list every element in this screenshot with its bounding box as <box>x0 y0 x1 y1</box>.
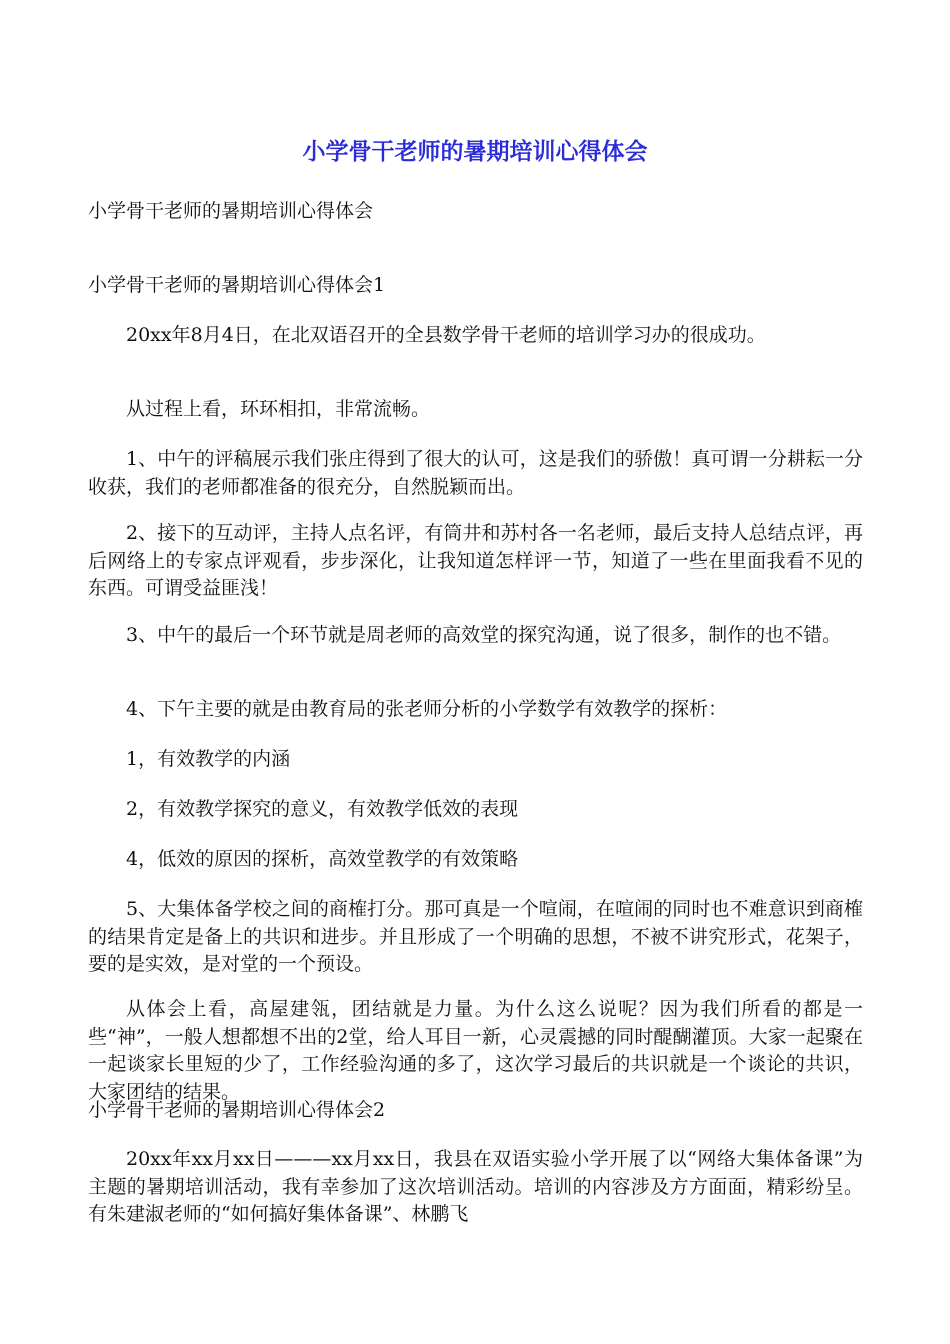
list-item: 2，有效教学探究的意义，有效教学低效的表现 <box>126 798 519 820</box>
list-item: 4，低效的原因的探析，高效堂教学的有效策略 <box>126 848 519 870</box>
document-title: 小学骨干老师的暑期培训心得体会 <box>302 139 648 165</box>
paragraph: 1、中午的评稿展示我们张庄得到了很大的认可，这是我们的骄傲！真可谓一分耕耘一分收获，我们的老师都准备的很充分，自然脱颖而出。 <box>88 448 863 498</box>
paragraph: 2、接下的互动评，主持人点名评，有筒井和苏村各一名老师，最后支持人总结点评，再后网络上的专家点评观看，步步深化，让我知道怎样评一节，知道了一些在里面我看不见的东西。可谓受益匪浅！ <box>88 522 863 599</box>
paragraph: 20xx年xx月xx日———xx月xx日，我县在双语实验小学开展了以“网络大集体备课”为主题的暑期培训活动，我有幸参加了这次培训活动。培训的内容涉及方方面面，精彩纷呈。有朱建淑老师的“如何搞好集体备课”、林鹏飞 <box>88 1148 863 1225</box>
document-subtitle: 小学骨干老师的暑期培训心得体会 <box>88 200 374 222</box>
paragraph: 3、中午的最后一个环节就是周老师的高效堂的探究沟通，说了很多，制作的也不错。 <box>126 624 842 646</box>
section-heading-2: 小学骨干老师的暑期培训心得体会2 <box>88 1099 386 1121</box>
paragraph: 从体会上看，高屋建瓴，团结就是力量。为什么这么说呢？因为我们所看的都是一些“神”，一般人想都想不出的2堂，给人耳目一新，心灵震撼的同时醍醐灌顶。大家一起聚在一起谈家长里短的少了，工作经验沟通的多了，这次学习最后的共识就是一个谈论的共识，大家团结的结果。 <box>88 998 863 1103</box>
paragraph: 4、下午主要的就是由教育局的张老师分析的小学数学有效教学的探析： <box>126 698 728 720</box>
paragraph: 5、大集体备学校之间的商榷打分。那可真是一个喧闹，在喧闹的同时也不难意识到商榷的结果肯定是备上的共识和进步。并且形成了一个明确的思想，不被不讲究形式，花架子，要的是实效，是对堂的一个预设。 <box>88 898 863 975</box>
list-item: 1，有效教学的内涵 <box>126 748 291 770</box>
paragraph: 从过程上看，环环相扣，非常流畅。 <box>126 398 431 420</box>
section-heading-1: 小学骨干老师的暑期培训心得体会1 <box>88 274 386 296</box>
paragraph: 20xx年8月4日，在北双语召开的全县数学骨干老师的培训学习办的很成功。 <box>126 324 766 346</box>
